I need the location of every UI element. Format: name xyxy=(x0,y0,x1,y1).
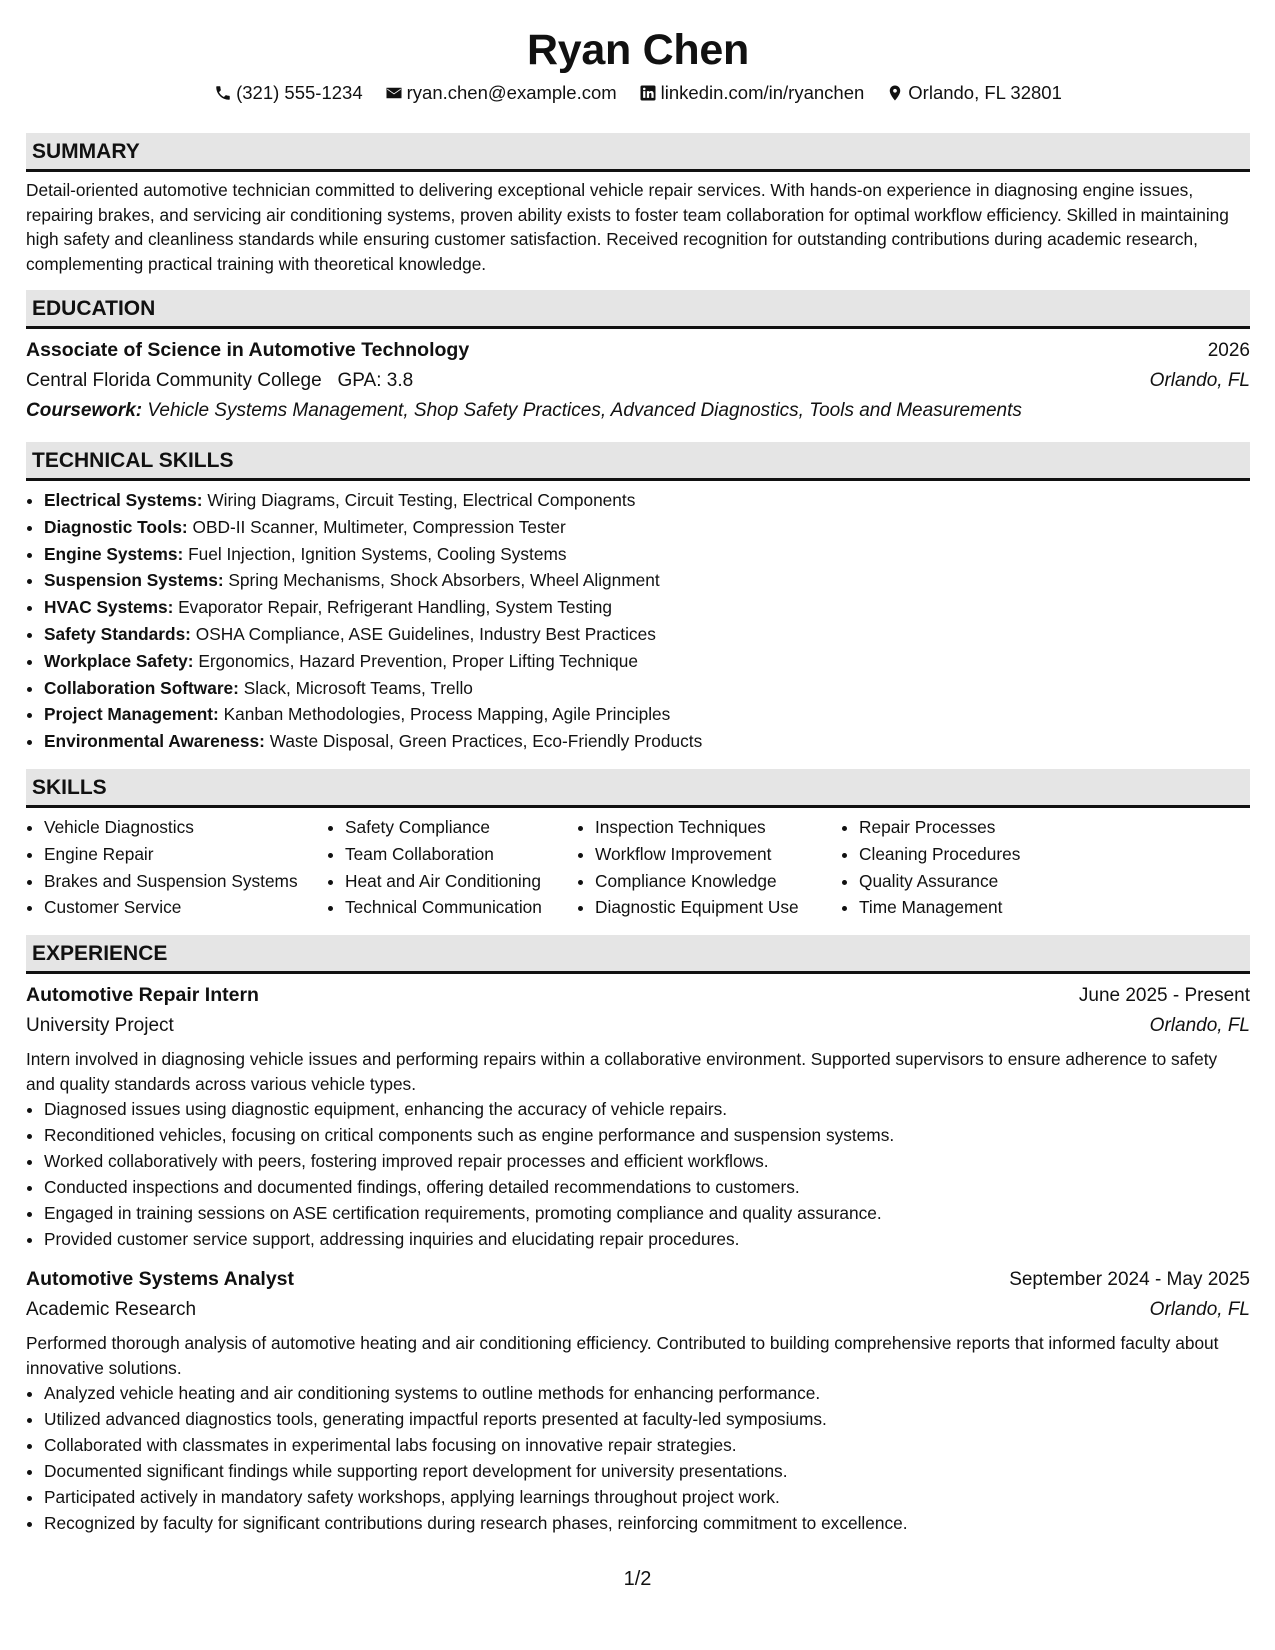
skill-category: Environmental Awareness: xyxy=(44,731,265,752)
skills-column xyxy=(841,814,1099,921)
job-title: Automotive Systems Analyst xyxy=(26,1268,295,1291)
job-location: Orlando, FL xyxy=(1149,1015,1250,1037)
list-item: • Repair Processes xyxy=(859,814,1099,841)
list-item xyxy=(44,594,1250,621)
linkedin-icon xyxy=(639,84,657,102)
skill-values: Fuel Injection, Ignition Systems, Cooling Systems xyxy=(188,543,567,564)
job-dates: September 2024 - May 2025 xyxy=(1009,1269,1250,1291)
list-item: • Diagnosed issues using diagnostic equipment, enhancing the accuracy of vehicle repairs. xyxy=(44,1096,1250,1122)
job-organization: University Project xyxy=(26,1015,174,1037)
list-item: • Engine Repair xyxy=(44,841,327,868)
skill-category: Safety Standards: xyxy=(44,623,191,644)
job-description: Intern involved in diagnosing vehicle issues and performing repairs within a collaborative environment. Supported supervisors to ensure adherence to safety and quality standards across various vehicle types. xyxy=(26,1049,1218,1094)
job-title-row xyxy=(26,1264,1250,1295)
job-title: Automotive Repair Intern xyxy=(26,984,259,1007)
list-item: • Brakes and Suspension Systems xyxy=(44,868,327,895)
skill-values: Kanban Methodologies, Process Mapping, Agile Principles xyxy=(223,704,671,725)
linkedin-text[interactable]: linkedin.com/in/ryanchen xyxy=(660,82,865,103)
section-heading: SUMMARY xyxy=(26,133,1250,172)
list-item: • Engaged in training sessions on ASE certification requirements, promoting compliance and quality assurance. xyxy=(44,1200,1250,1226)
list-item: • Analyzed vehicle heating and air conditioning systems to outline methods for enhancing performance. xyxy=(44,1380,1250,1406)
job-entry xyxy=(26,1264,1250,1536)
list-item: • Conducted inspections and documented findings, offering detailed recommendations to customers. xyxy=(44,1174,1250,1200)
list-item: • Inspection Techniques xyxy=(595,814,841,841)
list-item: • Reconditioned vehicles, focusing on critical components such as engine performance and suspension systems. xyxy=(44,1122,1250,1148)
skill-values: OSHA Compliance, ASE Guidelines, Industry Best Practices xyxy=(195,623,656,644)
coursework xyxy=(26,396,1250,426)
phone-text: (321) 555-1234 xyxy=(236,82,363,103)
list-item: • Provided customer service support, addressing inquiries and elucidating repair procedures. xyxy=(44,1226,1250,1252)
skill-category: Suspension Systems: xyxy=(44,570,224,591)
page-number: 1/2 xyxy=(623,1568,652,1590)
list-item xyxy=(44,514,1250,541)
skill-category: HVAC Systems: xyxy=(44,597,174,618)
coursework-label: Coursework: xyxy=(26,400,143,421)
list-item: • Quality Assurance xyxy=(859,868,1099,895)
resume-page xyxy=(26,24,1250,1548)
school-location: Orlando, FL xyxy=(1149,370,1250,391)
job-entry xyxy=(26,980,1250,1252)
list-item xyxy=(44,675,1250,702)
list-item: • Team Collaboration xyxy=(345,841,577,868)
job-description: Performed thorough analysis of automotive heating and air conditioning efficiency. Contributed to building comprehensive reports that informed faculty about innovative solutions. xyxy=(26,1333,1219,1378)
list-item: • Worked collaboratively with peers, fostering improved repair processes and efficient workflows. xyxy=(44,1148,1250,1174)
list-item xyxy=(44,621,1250,648)
summary-text: Detail-oriented automotive technician committed to delivering exceptional vehicle repair services. With hands-on experience in diagnosing engine issues, repairing brakes, and servicing air conditioning systems, proven ability exists to foster team collaboration for optimal workflow efficiency. Skilled in maintaining high safety and cleanliness standards while ensuring customer satisfaction. Received recognition for outstanding contributions during academic research, complementing practical training with theoretical knowledge. xyxy=(26,180,1229,274)
list-item: • Time Management xyxy=(859,894,1099,921)
list-item: • Vehicle Diagnostics xyxy=(44,814,327,841)
list-item: • Safety Compliance xyxy=(345,814,577,841)
skill-category: Collaboration Software: xyxy=(44,677,239,698)
skill-values: Evaporator Repair, Refrigerant Handling, System Testing xyxy=(178,597,613,618)
skill-category: Workplace Safety: xyxy=(44,650,194,671)
list-item: • Participated actively in mandatory safety workshops, applying learnings throughout project work. xyxy=(44,1484,1250,1510)
list-item: • Collaborated with classmates in experimental labs focusing on innovative repair strategies. xyxy=(44,1432,1250,1458)
phone-icon xyxy=(214,84,232,102)
list-item xyxy=(44,541,1250,568)
list-item: • Workflow Improvement xyxy=(595,841,841,868)
list-item: • Diagnostic Equipment Use xyxy=(595,894,841,921)
list-item xyxy=(44,648,1250,675)
skill-values: Waste Disposal, Green Practices, Eco-Friendly Products xyxy=(269,731,703,752)
section-heading: EDUCATION xyxy=(26,290,1250,329)
section-heading: SKILLS xyxy=(26,769,1250,808)
education-section xyxy=(26,290,1250,426)
list-item: • Documented significant findings while supporting report development for university presentations. xyxy=(44,1458,1250,1484)
list-item: • Cleaning Procedures xyxy=(859,841,1099,868)
skill-values: Wiring Diagrams, Circuit Testing, Electrical Components xyxy=(207,490,636,510)
skill-values: Slack, Microsoft Teams, Trello xyxy=(243,677,473,698)
envelope-icon xyxy=(385,84,403,102)
contact-bar xyxy=(26,80,1250,106)
list-item: • Customer Service xyxy=(44,894,327,921)
list-item xyxy=(44,487,1250,514)
job-title-row xyxy=(26,980,1250,1011)
technical-skills-list xyxy=(26,487,1250,755)
list-item: • Heat and Air Conditioning xyxy=(345,868,577,895)
skills-section xyxy=(26,769,1250,921)
skills-grid xyxy=(26,814,1250,921)
skills-column xyxy=(577,814,841,921)
section-heading: TECHNICAL SKILLS xyxy=(26,442,1250,481)
skill-values: Spring Mechanisms, Shock Absorbers, Wheel Alignment xyxy=(228,570,660,591)
job-organization: Academic Research xyxy=(26,1299,197,1321)
skill-category: Electrical Systems: xyxy=(44,490,203,510)
experience-section xyxy=(26,935,1250,1536)
email-text[interactable]: ryan.chen@example.com xyxy=(406,82,617,103)
education-degree-row xyxy=(26,335,1250,366)
job-dates: June 2025 - Present xyxy=(1078,985,1250,1007)
list-item xyxy=(44,728,1250,755)
section-heading: EXPERIENCE xyxy=(26,935,1250,974)
candidate-name: Ryan Chen xyxy=(527,26,749,74)
contact-location xyxy=(886,80,1062,106)
skills-column xyxy=(327,814,577,921)
contact-email[interactable] xyxy=(385,80,617,106)
education-school-row xyxy=(26,366,1250,396)
technical-skills-section xyxy=(26,442,1250,755)
list-item xyxy=(44,567,1250,594)
school-name: Central Florida Community College xyxy=(26,370,322,391)
map-pin-icon xyxy=(886,84,904,102)
skill-category: Diagnostic Tools: xyxy=(44,516,188,537)
gpa: GPA: 3.8 xyxy=(337,370,414,391)
skills-column xyxy=(26,814,327,921)
skill-category: Project Management: xyxy=(44,704,219,725)
job-bullets xyxy=(26,1380,1250,1536)
list-item: • Technical Communication xyxy=(345,894,577,921)
skill-values: OBD-II Scanner, Multimeter, Compression Tester xyxy=(192,516,566,537)
skill-category: Engine Systems: xyxy=(44,543,184,564)
job-org-row xyxy=(26,1295,1250,1325)
graduation-year: 2026 xyxy=(1207,340,1250,361)
summary-section xyxy=(26,133,1250,276)
job-location: Orlando, FL xyxy=(1149,1299,1250,1321)
contact-phone xyxy=(214,80,363,106)
skill-values: Ergonomics, Hazard Prevention, Proper Lifting Technique xyxy=(198,650,638,671)
list-item: • Utilized advanced diagnostics tools, generating impactful reports presented at faculty-led symposiums. xyxy=(44,1406,1250,1432)
location-text: Orlando, FL 32801 xyxy=(908,82,1062,103)
coursework-list: Vehicle Systems Management, Shop Safety Practices, Advanced Diagnostics, Tools and Measurements xyxy=(147,400,1022,421)
degree-title: Associate of Science in Automotive Technology xyxy=(26,339,470,361)
job-org-row xyxy=(26,1011,1250,1041)
job-bullets xyxy=(26,1096,1250,1252)
school-info xyxy=(26,366,413,396)
list-item: • Compliance Knowledge xyxy=(595,868,841,895)
contact-linkedin[interactable] xyxy=(639,80,865,106)
list-item xyxy=(44,701,1250,728)
list-item: • Recognized by faculty for significant contributions during research phases, reinforcing commitment to excellence. xyxy=(44,1510,1250,1536)
